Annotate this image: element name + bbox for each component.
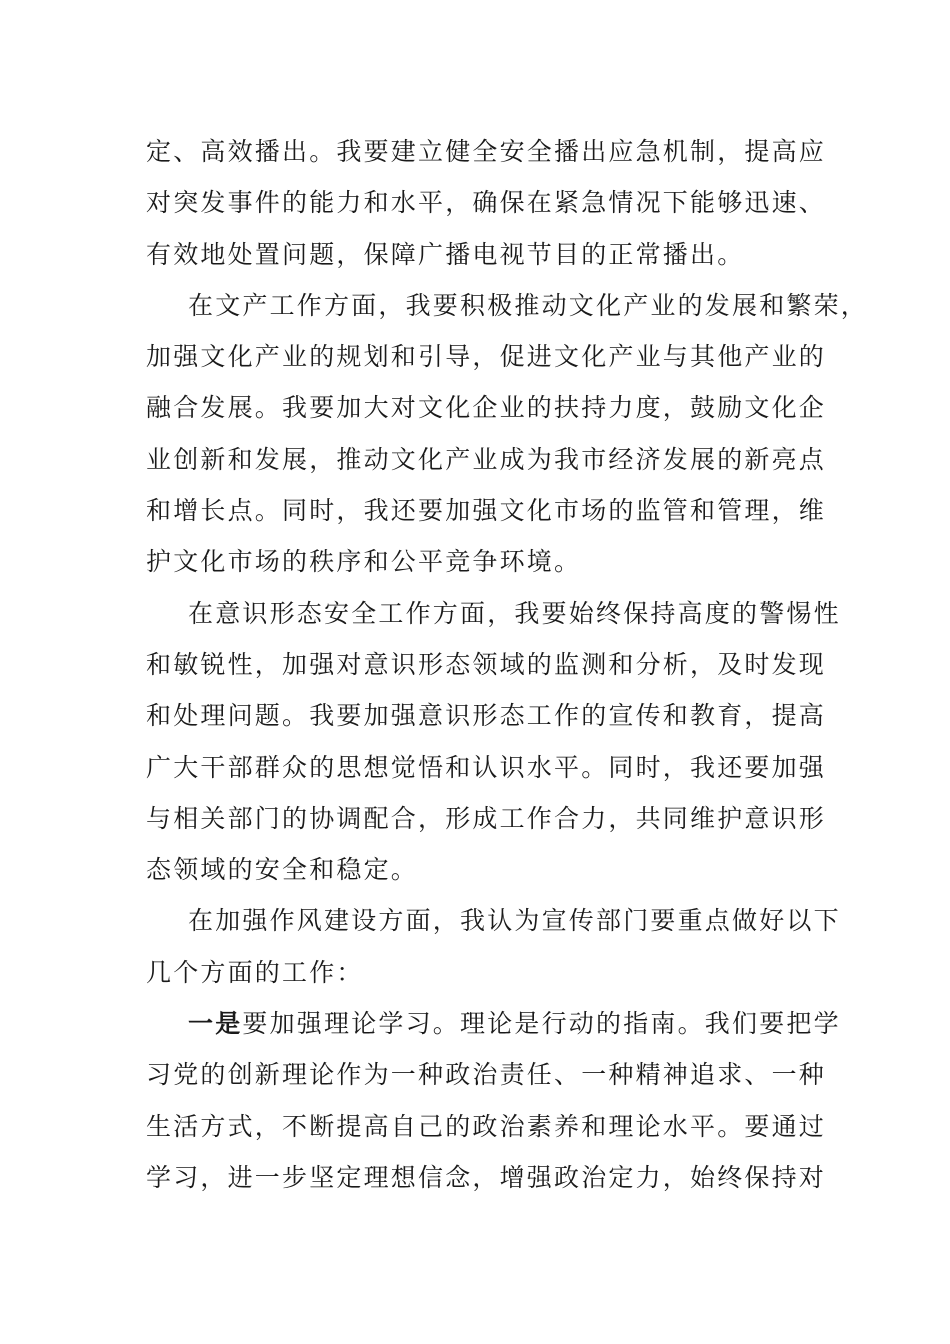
text-line: 几个方面的工作： bbox=[146, 957, 364, 987]
text-line: 生活方式，不断提高自己的政治素养和理论水平。要通过 bbox=[146, 1111, 827, 1141]
document-body bbox=[146, 126, 869, 1203]
text-line: 和敏锐性，加强对意识形态领域的监测和分析，及时发现 bbox=[146, 649, 827, 679]
text-line: 学习，进一步坚定理想信念，增强政治定力，始终保持对 bbox=[146, 1162, 827, 1192]
text-line: 护文化市场的秩序和公平竞争环境。 bbox=[146, 547, 582, 577]
text-line: 定、高效播出。我要建立健全安全播出应急机制，提高应 bbox=[146, 137, 827, 166]
paragraph-start-line: 在加强作风建设方面，我认为宣传部门要重点做好以下 bbox=[188, 906, 841, 936]
bold-lead-text: 一是 bbox=[188, 1009, 243, 1039]
text-line: 融合发展。我要加大对文化企业的扶持力度，鼓励文化企 bbox=[146, 393, 827, 423]
paragraph-start-line bbox=[146, 998, 841, 1049]
text-line: 有效地处置问题，保障广播电视节目的正常播出。 bbox=[146, 239, 745, 269]
text-line: 广大干部群众的思想觉悟和认识水平。同时，我还要加强 bbox=[146, 752, 827, 782]
text-line: 和处理问题。我要加强意识形态工作的宣传和教育，提高 bbox=[146, 701, 827, 731]
text-line: 与相关部门的协调配合，形成工作合力，共同维护意识形 bbox=[146, 803, 827, 833]
text-segment: 要加强理论学习。理论是行动的指南。我们要把学 bbox=[242, 1009, 841, 1039]
text-line: 态领域的安全和稳定。 bbox=[146, 855, 419, 885]
text-line: 业创新和发展，推动文化产业成为我市经济发展的新亮点 bbox=[146, 444, 827, 474]
text-line: 加强文化产业的规划和引导，促进文化产业与其他产业的 bbox=[146, 342, 827, 372]
text-line: 习党的创新理论作为一种政治责任、一种精神追求、一种 bbox=[146, 1060, 827, 1090]
text-line: 和增长点。同时，我还要加强文化市场的监管和管理，维 bbox=[146, 496, 827, 526]
text-line: 对突发事件的能力和水平，确保在紧急情况下能够迅速、 bbox=[146, 188, 827, 218]
paragraph-start-line: 在意识形态安全工作方面，我要始终保持高度的警惕性 bbox=[188, 598, 841, 628]
paragraph-start-line: 在文产工作方面，我要积极推动文化产业的发展和繁荣， bbox=[188, 290, 869, 320]
